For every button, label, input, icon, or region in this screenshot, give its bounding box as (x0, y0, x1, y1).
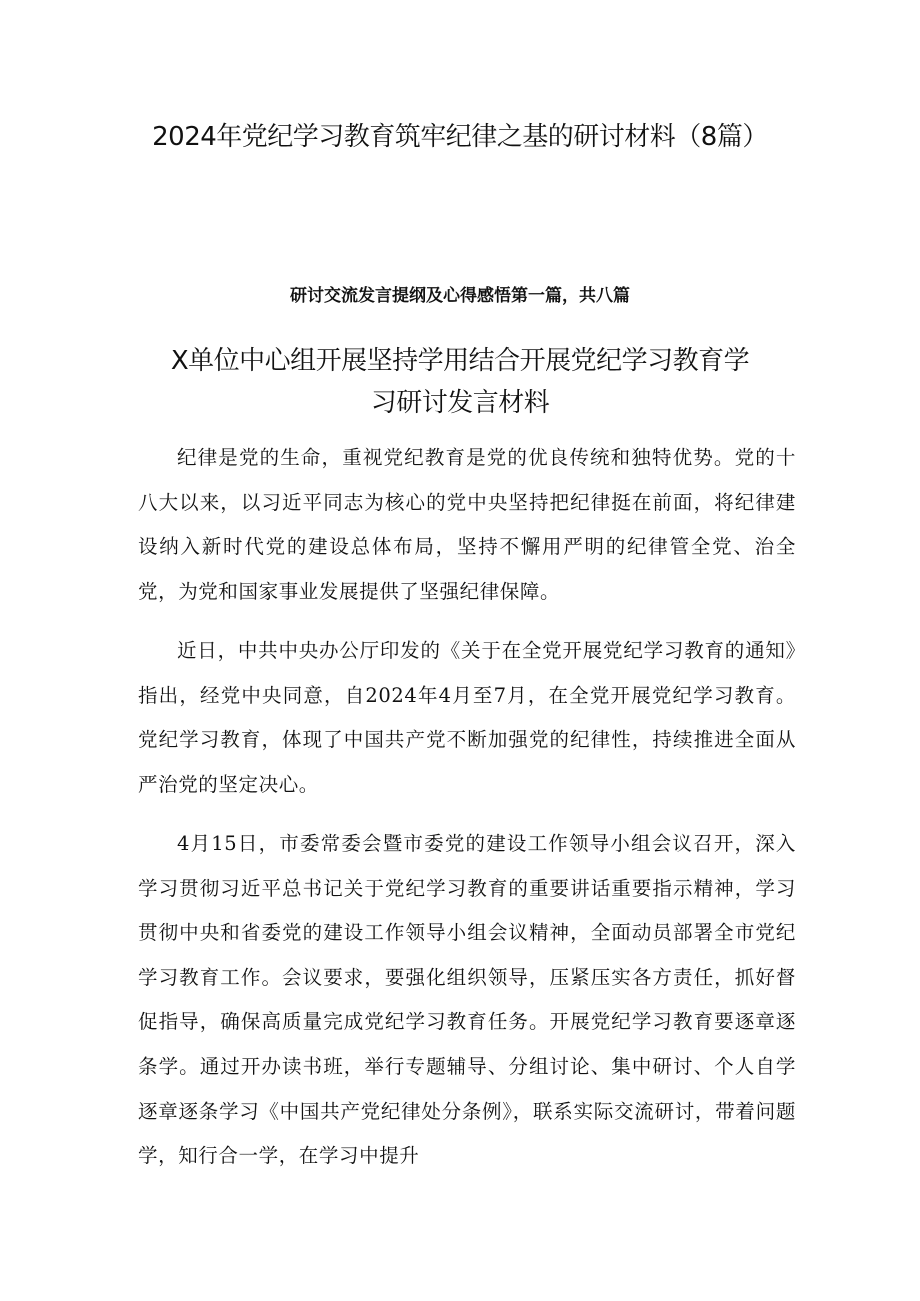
section-label: 研讨交流发言提纲及心得感悟第一篇，共八篇 (290, 286, 630, 306)
body-paragraph-1: 纪律是党的生命，重视党纪教育是党的优良传统和独特优势。党的十八大以来，以习近平同志为核心的党中央坚持把纪律挺在前面，将纪律建设纳入新时代党的建设总体布局，坚持不懈用严明的纪律管全党、治全党，为党和国家事业发展提供了坚强纪律保障。 (138, 446, 796, 603)
body-paragraph-2: 近日，中共中央办公厅印发的《关于在全党开展党纪学习教育的通知》指出，经党中央同意，自2024年4月至7月，在全党开展党纪学习教育。党纪学习教育，体现了中国共产党不断加强党的纪律性，持续推进全面从严治党的坚定决心。 (138, 639, 796, 796)
article-title: X单位中心组开展坚持学用结合开展党纪学习教育学习研讨发言材料 (170, 346, 750, 418)
body-paragraph-3: 4月15日，市委常委会暨市委党的建设工作领导小组会议召开，深入学习贯彻习近平总书记关于党纪学习教育的重要讲话重要指示精神，学习贯彻中央和省委党的建设工作领导小组会议精神，全面动员部署全市党纪学习教育工作。会议要求，要强化组织领导，压紧压实各方责任，抓好督促指导，确保高质量完成党纪学习教育任务。开展党纪学习教育要逐章逐条学。通过开办读书班，举行专题辅导、分组讨论、集中研讨、个人自学逐章逐条学习《中国共产党纪律处分条例》，联系实际交流研讨，带着问题学，知行合一学，在学习中提升 (138, 832, 796, 1168)
document-title: 2024年党纪学习教育筑牢纪律之基的研讨材料（8篇） (152, 122, 768, 152)
